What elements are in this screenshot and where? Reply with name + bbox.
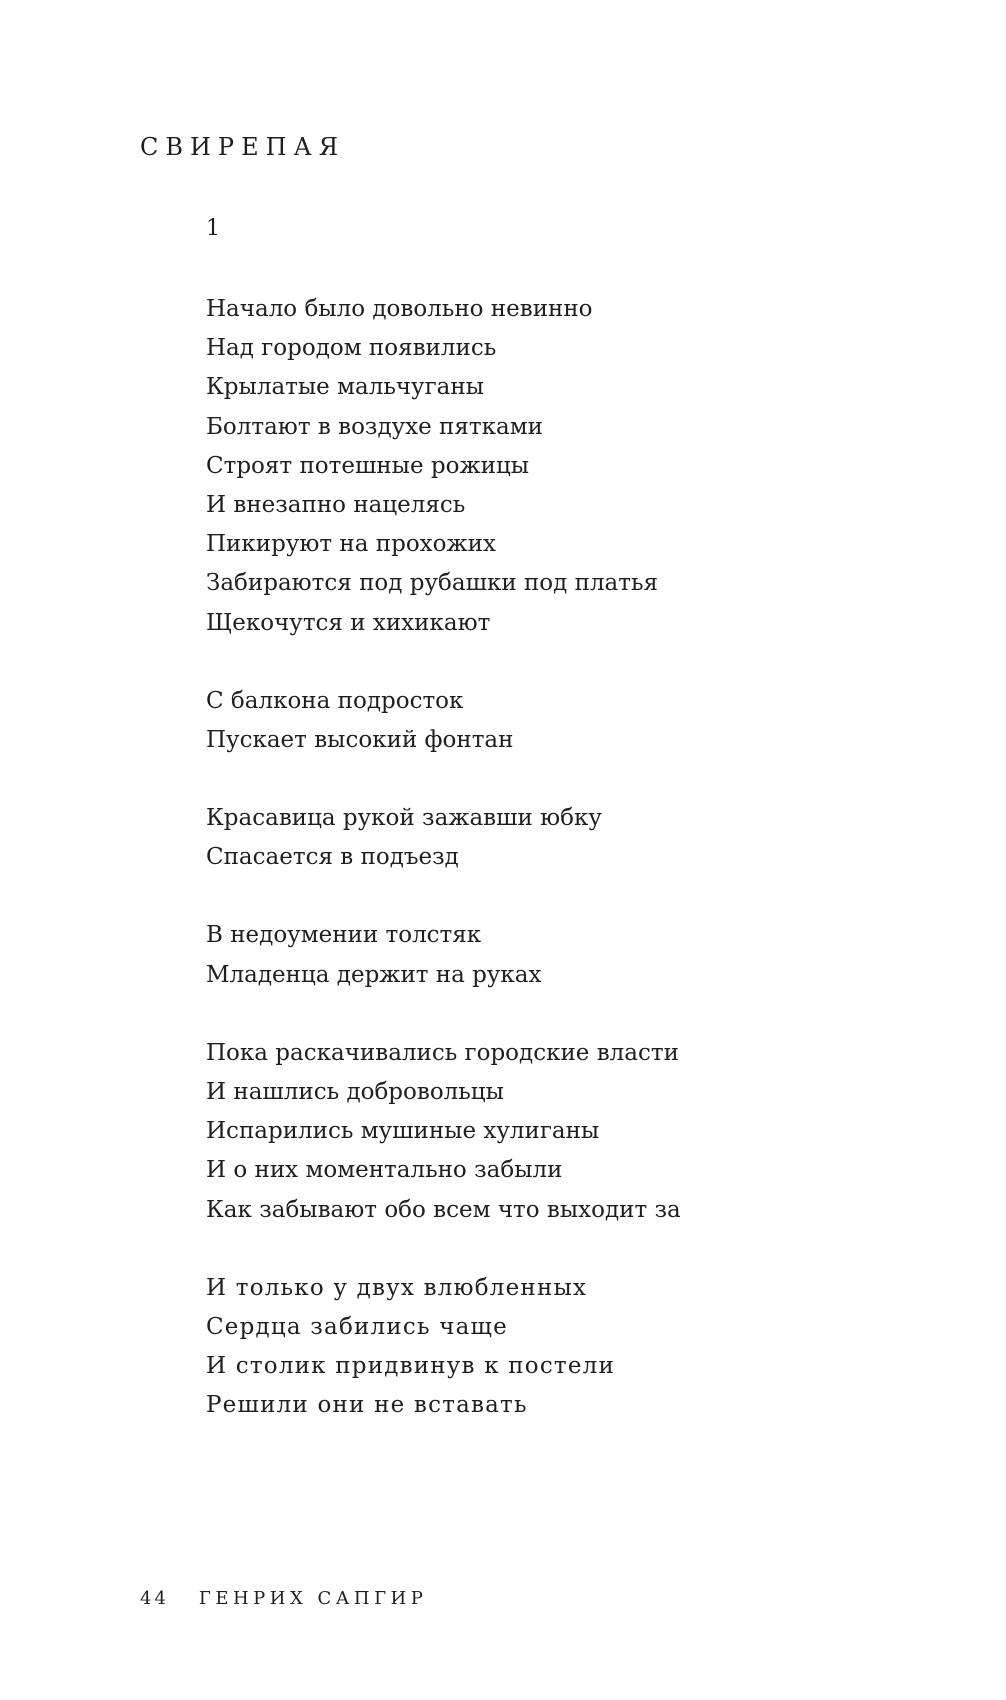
page-number: 44	[140, 1588, 169, 1609]
poem-line: Пока раскачивались городские власти	[206, 1039, 679, 1066]
poem-line: С балкона подросток	[206, 687, 464, 714]
poem-line: Крылатые мальчуганы	[206, 374, 484, 401]
author-name: ГЕНРИХ САПГИР	[198, 1588, 428, 1609]
poem-line: И о них моментально забыли	[206, 1157, 563, 1184]
stanza	[206, 682, 966, 760]
poem-line: И только у двух влюбленных	[206, 1274, 588, 1301]
poem-line: Пикируют на прохожих	[206, 531, 496, 558]
stanza	[206, 799, 966, 877]
stanza	[206, 1034, 966, 1230]
poem-line: Начало было довольно невинно	[206, 296, 593, 322]
poem-line: В недоумении толстяк	[206, 922, 482, 949]
poem-line: Красавица рукой зажавши юбку	[206, 805, 602, 832]
poem-line: И нашлись добровольцы	[206, 1079, 504, 1105]
poem-line: Строят потешные рожицы	[206, 452, 530, 479]
page-title: СВИРЕПАЯ	[140, 133, 346, 161]
poem-line: Болтают в воздухе пятками	[206, 413, 543, 440]
poem-line: И внезапно нацелясь	[206, 491, 466, 518]
poem-line: Младенца держит на руках	[206, 961, 542, 988]
poem-line: Пускает высокий фонтан	[206, 726, 514, 753]
poem-body	[206, 290, 966, 1465]
poem-line: И столик придвинув к постели	[206, 1353, 616, 1380]
poem-line: Решили они не вставать	[206, 1392, 528, 1419]
stanza	[206, 1269, 966, 1426]
section-number: 1	[206, 216, 220, 241]
poem-line: Щекочутся и хихикают	[206, 609, 491, 636]
poem-line: Над городом появились	[206, 335, 497, 362]
poem-line: Спасается в подъезд	[206, 844, 459, 871]
stanza	[206, 916, 966, 994]
poem-line: Забираются под рубашки под платья	[206, 570, 659, 597]
page-footer	[140, 1587, 427, 1611]
poem-line: Сердца забились чаще	[206, 1313, 508, 1340]
stanza	[206, 290, 966, 643]
poem-line: Как забывают обо всем что выходит за	[206, 1196, 681, 1223]
poem-line: Испарились мушиные хулиганы	[206, 1118, 600, 1145]
